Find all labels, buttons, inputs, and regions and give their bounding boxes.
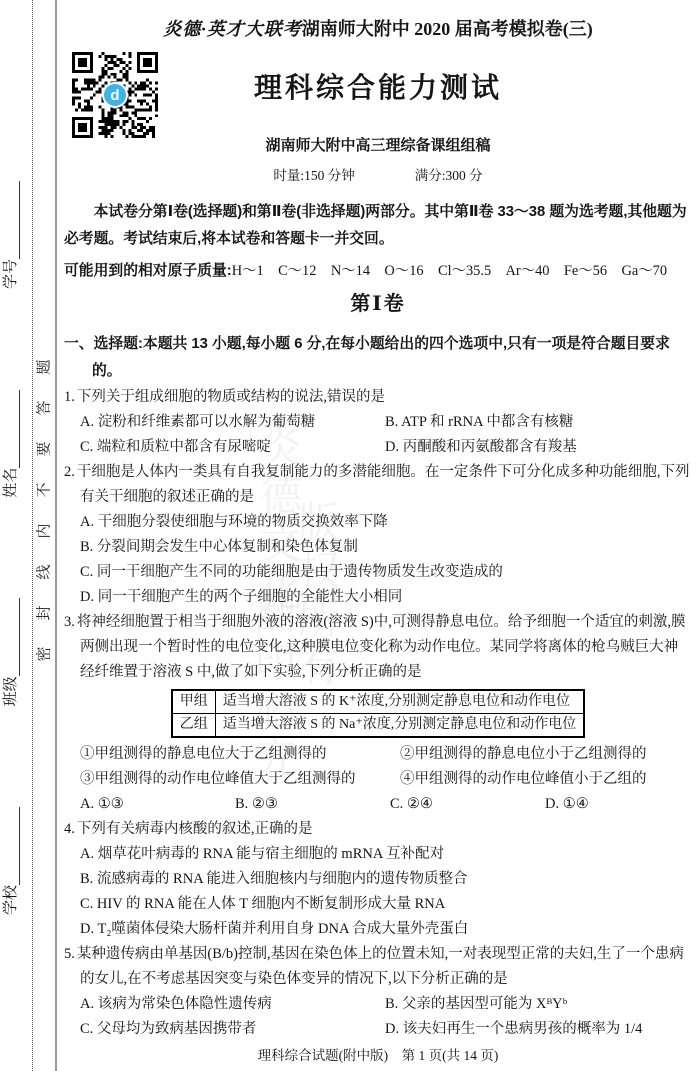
option-a: A. 淀粉和纤维素都可以水解为葡萄糖	[80, 414, 316, 430]
option-a: A. 该病为常染色体隐性遗传病	[80, 996, 272, 1012]
statement-1: ①甲组测得的静息电位大于乙组测得的	[80, 746, 327, 762]
question-text: 下列有关病毒内核酸的叙述,正确的是	[76, 821, 313, 837]
options	[64, 410, 692, 460]
paper-title: 理科综合能力测试	[253, 72, 502, 103]
options	[64, 510, 692, 610]
desc-cell: 适当增大溶液 S 的 K⁺浓度,分别测定静息电位和动作电位	[215, 690, 584, 714]
question-stem	[64, 385, 692, 410]
field-blank	[4, 181, 20, 259]
section-instruction: 一、选择题:本题共 13 小题,每小题 6 分,在每小题给出的四个选项中,只有一项是符合题目要求的。	[64, 336, 670, 379]
question-text: 干细胞是人体内一类具有自我复制能力的多潜能细胞。在一定条件下可分化成多种功能细胞,下列有关干细胞的叙述正确的是	[76, 464, 690, 505]
field-student-number	[0, 181, 20, 289]
group-cell: 乙组	[172, 714, 216, 738]
question-text: 某种遗传病由单基因(B/b)控制,基因在染色体上的位置未知,一对表现型正常的夫妇,生了一个患病的女儿,在不考虑基因突变与染色体变异的情况下,以下分析正确的是	[76, 946, 684, 987]
watermark: 翻印必究	[249, 592, 296, 784]
question-number: 5.	[64, 946, 75, 962]
page-footer: 理科综合试题(附中版) 第 1 页(共 14 页)	[257, 1048, 499, 1063]
option-b: B. 父亲的基因型可能为 XᴮYᵇ	[385, 996, 568, 1012]
question-1	[64, 385, 692, 460]
exam-page	[64, 0, 692, 1065]
section-title: 第Ⅰ卷	[350, 293, 406, 315]
option-d: D. 同一干细胞产生的两个子细胞的全能性大小相同	[80, 589, 403, 605]
watermark: 版权所有	[293, 500, 340, 692]
full-score: 满分:300 分	[414, 168, 483, 183]
question-number: 1.	[64, 389, 75, 405]
options	[64, 842, 692, 942]
field-class	[0, 598, 20, 706]
statement-4: ④甲组测得的动作电位峰值小于乙组的	[400, 771, 647, 787]
field-school	[0, 807, 20, 915]
question-text: 下列关于组成细胞的物质或结构的说法,错误的是	[76, 389, 385, 405]
masthead	[64, 14, 692, 44]
paper-subtitle: 湖南师大附中高三理综备课组组稿	[265, 137, 491, 154]
option-b: B. 流感病毒的 RNA 能进入细胞核内与细胞内的遗传物质整合	[80, 871, 468, 887]
seal-line-text: 密封线内不要答题	[36, 333, 53, 662]
statement-3: ③甲组测得的动作电位峰值大于乙组测得的	[80, 771, 356, 787]
duration: 时量:150 分钟	[273, 168, 355, 183]
field-label: 班级	[3, 676, 19, 707]
question-text: 将神经细胞置于相当于细胞外液的溶液(溶液 S)中,可测得静息电位。给予细胞一个适宜的刺激,膜两侧出现一个暂时性的电位变化,这种膜电位变化称为动作电位。某同学将离体的枪乌贼巨大神经纤维置于溶液 S 中,做了如下实验,下列分析正确的是	[76, 614, 686, 680]
question-stem	[64, 817, 692, 842]
option-c: C. 同一干细胞产生不同的功能细胞是由于遗传物质发生改变造成的	[80, 564, 503, 580]
qr-logo	[102, 82, 128, 108]
statements	[64, 742, 692, 792]
options	[64, 992, 692, 1042]
question-5	[64, 942, 692, 1042]
question-number: 2.	[64, 464, 75, 480]
field-label: 学校	[3, 884, 19, 915]
option-c: C. 父母均为致病基因携带者	[80, 1021, 257, 1037]
option-d: D. 丙酮酸和丙氨酸都含有羧基	[385, 439, 577, 455]
options	[64, 792, 692, 817]
question-stem	[64, 942, 692, 992]
table-row	[172, 714, 585, 738]
option-b: B. 分裂间期会发生中心体复制和染色体复制	[80, 539, 358, 555]
question-number: 4.	[64, 821, 75, 837]
exam-meta	[64, 166, 692, 186]
experiment-table	[171, 689, 586, 738]
question-4	[64, 817, 692, 942]
option-c: C. HIV 的 RNA 能在人体 T 细胞内不断复制形成大量 RNA	[80, 896, 446, 912]
question-stem	[64, 610, 692, 685]
student-info-fields	[0, 181, 20, 915]
option-d: D. ①④	[545, 796, 589, 812]
question-stem	[64, 460, 692, 510]
option-c: C. ②④	[390, 796, 433, 812]
group-cell: 甲组	[172, 690, 216, 714]
option-d: D. T₂噬菌体侵染大肠杆菌并利用自身 DNA 合成大量外壳蛋白	[80, 921, 469, 937]
table-row	[172, 690, 585, 714]
atomic-mass-line	[64, 260, 692, 282]
field-label: 姓名	[3, 467, 19, 498]
field-blank	[4, 807, 20, 885]
margin-solid-line	[55, 0, 57, 1071]
watermark: 炎德文化	[255, 425, 302, 617]
option-b: B. ②③	[235, 796, 278, 812]
option-c: C. 端粒和质粒中都含有尿嘧啶	[80, 439, 271, 455]
statement-2: ②甲组测得的静息电位小于乙组测得的	[400, 746, 647, 762]
field-name	[0, 390, 20, 498]
option-a: A. ①③	[80, 796, 124, 812]
option-a: A. 干细胞分裂使细胞与环境的物质交换效率下降	[80, 514, 388, 530]
exam-notice: 本试卷分第Ⅰ卷(选择题)和第Ⅱ卷(非选择题)两部分。其中第Ⅱ卷 33～38 题为选考题,其他题为必考题。考试结束后,将本试卷和答题卡一并交回。	[64, 204, 687, 247]
masthead-rest: 湖南师大附中 2020 届高考模拟卷(三)	[301, 19, 593, 39]
question-number: 3.	[64, 614, 75, 630]
option-d: D. 该夫妇再生一个患病男孩的概率为 1/4	[385, 1021, 643, 1037]
atomic-mass-values: H～1 C～12 N～14 O～16 Cl～35.5 Ar～40 Fe～56 Ga～70	[231, 263, 668, 279]
field-label: 学号	[3, 259, 19, 290]
atomic-mass-label: 可能用到的相对原子质量:	[64, 263, 232, 279]
brand-name: 炎德·英才大联考	[163, 19, 302, 39]
field-blank	[4, 598, 20, 676]
field-blank	[4, 390, 20, 468]
desc-cell: 适当增大溶液 S 的 Na⁺浓度,分别测定静息电位和动作电位	[215, 714, 584, 738]
question-2	[64, 460, 692, 610]
option-b: B. ATP 和 rRNA 中都含有核糖	[385, 414, 574, 430]
qr-code	[72, 52, 158, 138]
option-a: A. 烟草花叶病毒的 RNA 能与宿主细胞的 mRNA 互补配对	[80, 846, 445, 862]
question-3	[64, 610, 692, 817]
qr-logo-letter: d	[104, 84, 126, 106]
